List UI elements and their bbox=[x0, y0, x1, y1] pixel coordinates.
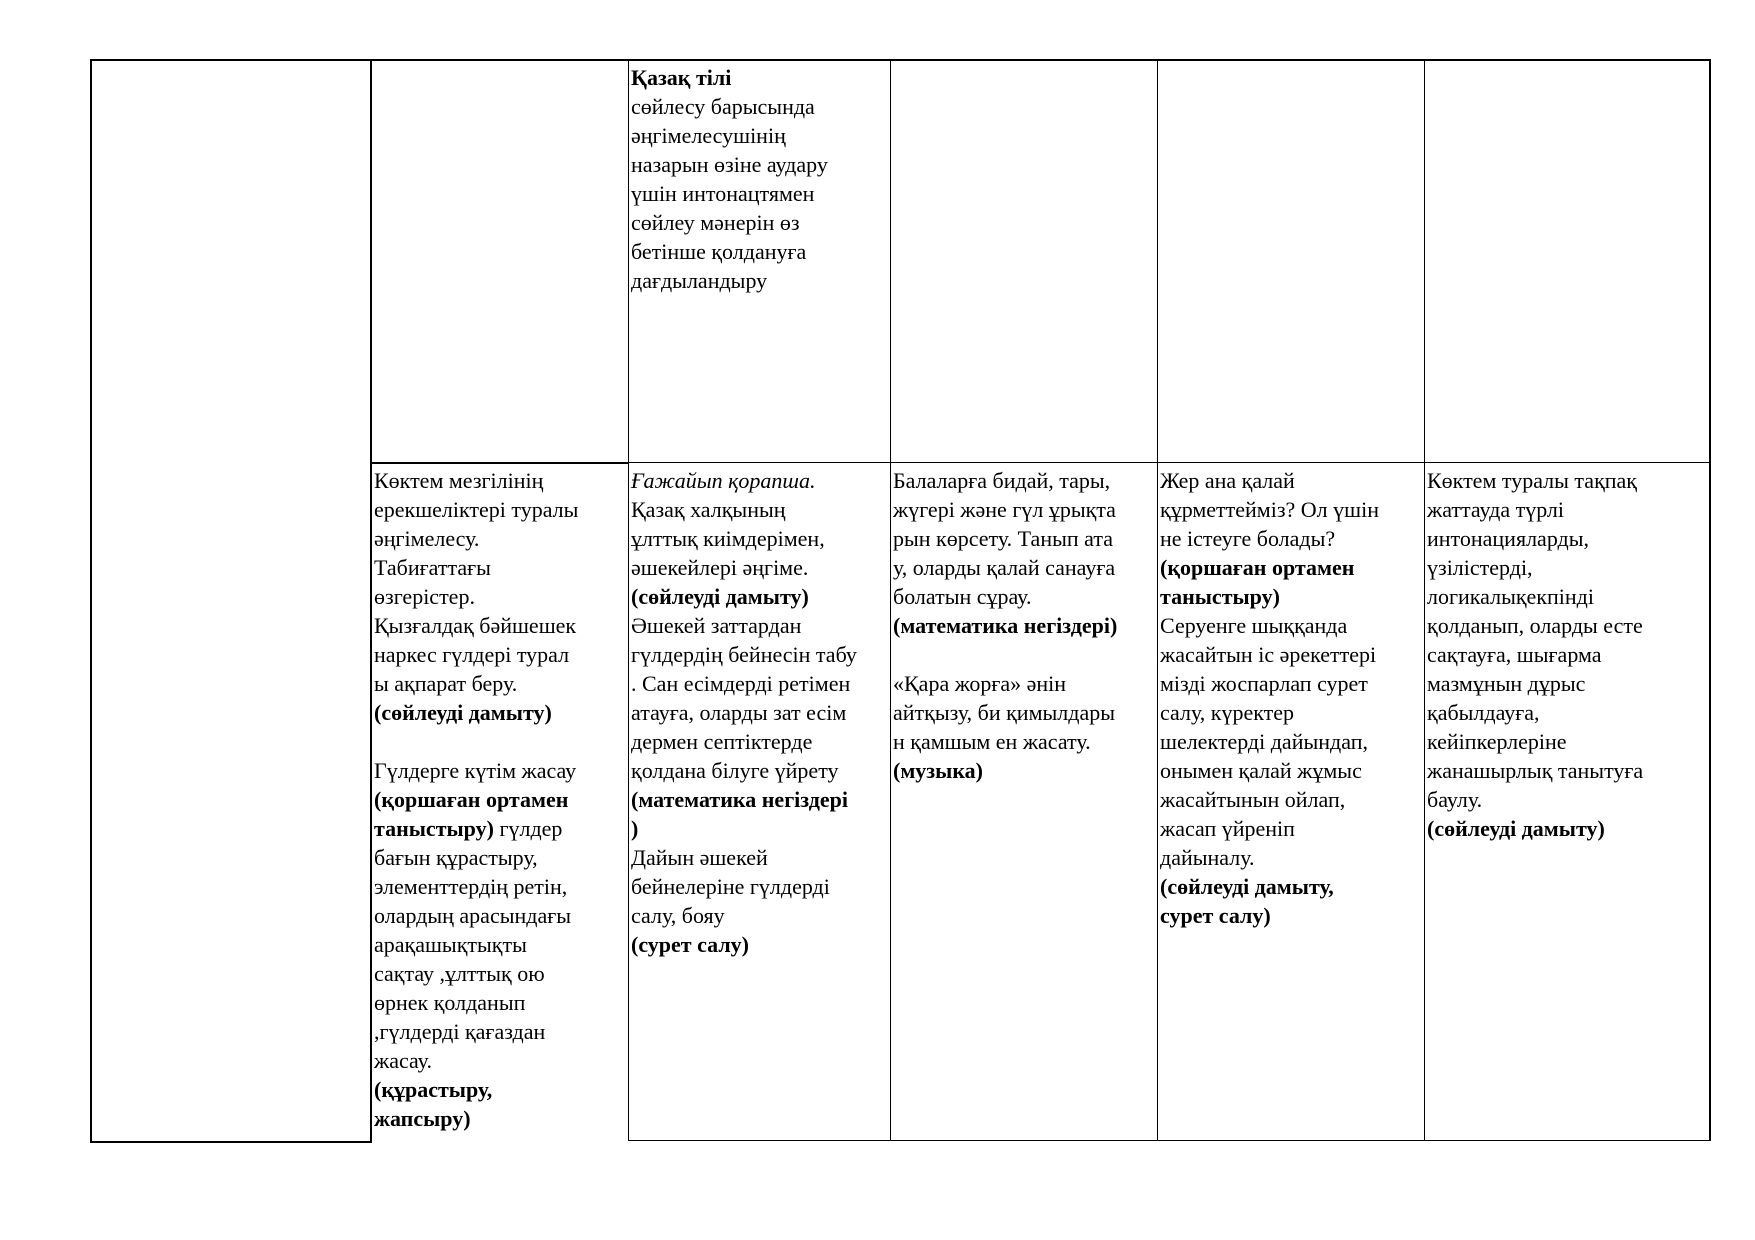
border-v2 bbox=[628, 59, 629, 1141]
row2-col5-cell bbox=[1160, 466, 1379, 930]
cell-line: (қоршаған ортамен bbox=[374, 787, 569, 812]
cell-line: (математика негіздері) bbox=[893, 613, 1118, 638]
border-bottom bbox=[628, 1140, 1711, 1141]
cell-line: Көктем мезгілінің bbox=[374, 468, 544, 493]
cell-line: Гүлдерге күтім жасау bbox=[374, 758, 577, 783]
cell-line: «Қара жорға» әнін bbox=[893, 671, 1067, 696]
cell-line: (сөйлеуді дамыту) bbox=[631, 584, 809, 609]
cell-line: жасайтын іс әрекеттері bbox=[1160, 642, 1377, 667]
cell-line: жанашырлық танытуға bbox=[1427, 758, 1644, 783]
border-top bbox=[90, 59, 1711, 61]
cell-line: жасау. bbox=[374, 1048, 432, 1073]
cell-line: салу, бояу bbox=[631, 903, 725, 928]
cell-line: жасайтынын ойлап, bbox=[1160, 787, 1346, 812]
cell-line: өрнек қолданып bbox=[374, 990, 526, 1015]
cell-line: (музыка) bbox=[893, 758, 983, 783]
border-v5 bbox=[1424, 59, 1425, 1141]
border-v3 bbox=[890, 59, 891, 1141]
cell-line: баулу. bbox=[1427, 787, 1483, 812]
row-divider-2 bbox=[629, 462, 1710, 463]
cell-line: мізді жоспарлап сурет bbox=[1160, 671, 1368, 696]
cell-line: . Сан есімдерді ретімен bbox=[631, 671, 851, 696]
cell-line bbox=[893, 640, 1117, 669]
cell-line: таныстыру) bbox=[1160, 584, 1280, 609]
cell-line: у, оларды қалай санауға bbox=[893, 555, 1116, 580]
cell-line: ,гүлдерді қағаздан bbox=[374, 1019, 546, 1044]
cell-line: (сөйлеуді дамыту) bbox=[1427, 816, 1605, 841]
row1-col3-cell bbox=[631, 63, 828, 295]
cell-line: гүлдердің бейнесін табу bbox=[631, 642, 857, 667]
cell-line: бейнелеріне гүлдерді bbox=[631, 874, 830, 899]
cell-line: олардың арасындағы bbox=[374, 903, 572, 928]
cell-line: (сөйлеуді дамыту) bbox=[374, 700, 552, 725]
row-divider bbox=[371, 462, 629, 464]
cell-line: әңгімелесу. bbox=[374, 526, 480, 551]
cell-line-rest: гүлдер bbox=[493, 816, 563, 841]
row1-col3-line: назарын өзіне аудару bbox=[631, 152, 828, 177]
cell-line: логикалықекпінді bbox=[1427, 584, 1594, 609]
cell-line: қолдана білуге үйрету bbox=[631, 758, 839, 783]
cell-line: жапсыру) bbox=[374, 1106, 471, 1131]
cell-line: Жер ана қалай bbox=[1160, 468, 1295, 493]
cell-line: ы ақпарат беру. bbox=[374, 671, 518, 696]
row2-col4-cell bbox=[893, 466, 1117, 785]
cell-line: мазмұнын дұрыс bbox=[1427, 671, 1586, 696]
cell-line: атауға, оларды зат есім bbox=[631, 700, 847, 725]
cell-line: ) bbox=[631, 816, 639, 841]
cell-line bbox=[374, 727, 578, 756]
cell-line: дайыналу. bbox=[1160, 845, 1255, 870]
row1-col3-line: бетінше қолдануға bbox=[631, 239, 807, 264]
cell-line: қабылдауға, bbox=[1427, 700, 1540, 725]
cell-line: элементтердің ретін, bbox=[374, 874, 568, 899]
cell-line: қолданып, оларды есте bbox=[1427, 613, 1643, 638]
cell-line: бағын құрастыру, bbox=[374, 845, 538, 870]
row1-col3-line: сөйлеу мәнерін өз bbox=[631, 210, 800, 235]
cell-line: дермен септіктерде bbox=[631, 729, 813, 754]
border-right bbox=[1709, 59, 1711, 1141]
cell-line: сақтау ,ұлттық ою bbox=[374, 961, 545, 986]
cell-line: сақтауға, шығарма bbox=[1427, 642, 1602, 667]
cell-line: (құрастыру, bbox=[374, 1077, 493, 1102]
cell-line: Табиғаттағы bbox=[374, 555, 491, 580]
cell-line: Дайын әшекей bbox=[631, 845, 768, 870]
cell-line: (сөйлеуді дамыту, bbox=[1160, 874, 1334, 899]
cell-line: Қазақ халқының bbox=[631, 497, 786, 522]
cell-line: салу, күректер bbox=[1160, 700, 1294, 725]
cell-line: арақашықтықты bbox=[374, 932, 527, 957]
row2-col2-cell bbox=[374, 466, 578, 1133]
cell-line: Серуенге шыққанда bbox=[1160, 613, 1348, 638]
cell-line: сурет салу) bbox=[1160, 903, 1271, 928]
row1-col3-line: сөйлесу барысында bbox=[631, 94, 815, 119]
cell-line-bold: таныстыру) bbox=[374, 816, 494, 841]
row1-col3-line: үшін интонацтямен bbox=[631, 181, 815, 206]
cell-line: кейіпкерлеріне bbox=[1427, 729, 1567, 754]
cell-line: наркес гүлдері турал bbox=[374, 642, 570, 667]
cell-line: ұлттық киімдерімен, bbox=[631, 526, 825, 551]
cell-line: Ғажайып қорапша. bbox=[631, 468, 816, 493]
row1-col3-line: дағдыландыру bbox=[631, 268, 768, 293]
cell-line: Қызғалдақ бәйшешек bbox=[374, 613, 577, 638]
cell-line: шелектерді дайындап, bbox=[1160, 729, 1368, 754]
cell-line: жасап үйреніп bbox=[1160, 816, 1295, 841]
cell-line: (қоршаған ортамен bbox=[1160, 555, 1355, 580]
cell-line bbox=[374, 814, 578, 843]
cell-line: жаттауда түрлі bbox=[1427, 497, 1565, 522]
border-left bbox=[90, 59, 92, 1143]
row1-col3-line: әңгімелесушінің bbox=[631, 123, 786, 148]
cell-line: Көктем туралы тақпақ bbox=[1427, 468, 1637, 493]
border-bottom-col1 bbox=[90, 1141, 371, 1143]
cell-line: н қамшым ен жасату. bbox=[893, 729, 1091, 754]
cell-line: (сурет салу) bbox=[631, 932, 750, 957]
cell-line: үзілістерді, bbox=[1427, 555, 1533, 580]
cell-line: ерекшеліктері туралы bbox=[374, 497, 579, 522]
row1-col3-title: Қазақ тілі bbox=[631, 65, 732, 90]
cell-line: Балаларға бидай, тары, bbox=[893, 468, 1111, 493]
cell-line: болатын сұрау. bbox=[893, 584, 1032, 609]
border-v1 bbox=[370, 59, 372, 1143]
row2-col3-cell bbox=[631, 466, 857, 959]
cell-line: жүгері және гүл ұрықта bbox=[893, 497, 1116, 522]
cell-line: рын көрсету. Танып ата bbox=[893, 526, 1113, 551]
cell-line: өзгерістер. bbox=[374, 584, 475, 609]
cell-line: не істеуге болады? bbox=[1160, 526, 1336, 551]
row2-col6-cell bbox=[1427, 466, 1643, 843]
cell-line: айтқызу, би қимылдары bbox=[893, 700, 1115, 725]
cell-line: (математика негіздері bbox=[631, 787, 848, 812]
cell-line: әшекейлері әңгіме. bbox=[631, 555, 809, 580]
cell-line: интонацияларды, bbox=[1427, 526, 1590, 551]
cell-line: құрметтейміз? Ол үшін bbox=[1160, 497, 1379, 522]
cell-line: онымен қалай жұмыс bbox=[1160, 758, 1362, 783]
border-v4 bbox=[1157, 59, 1158, 1141]
cell-line: Әшекей заттардан bbox=[631, 613, 802, 638]
